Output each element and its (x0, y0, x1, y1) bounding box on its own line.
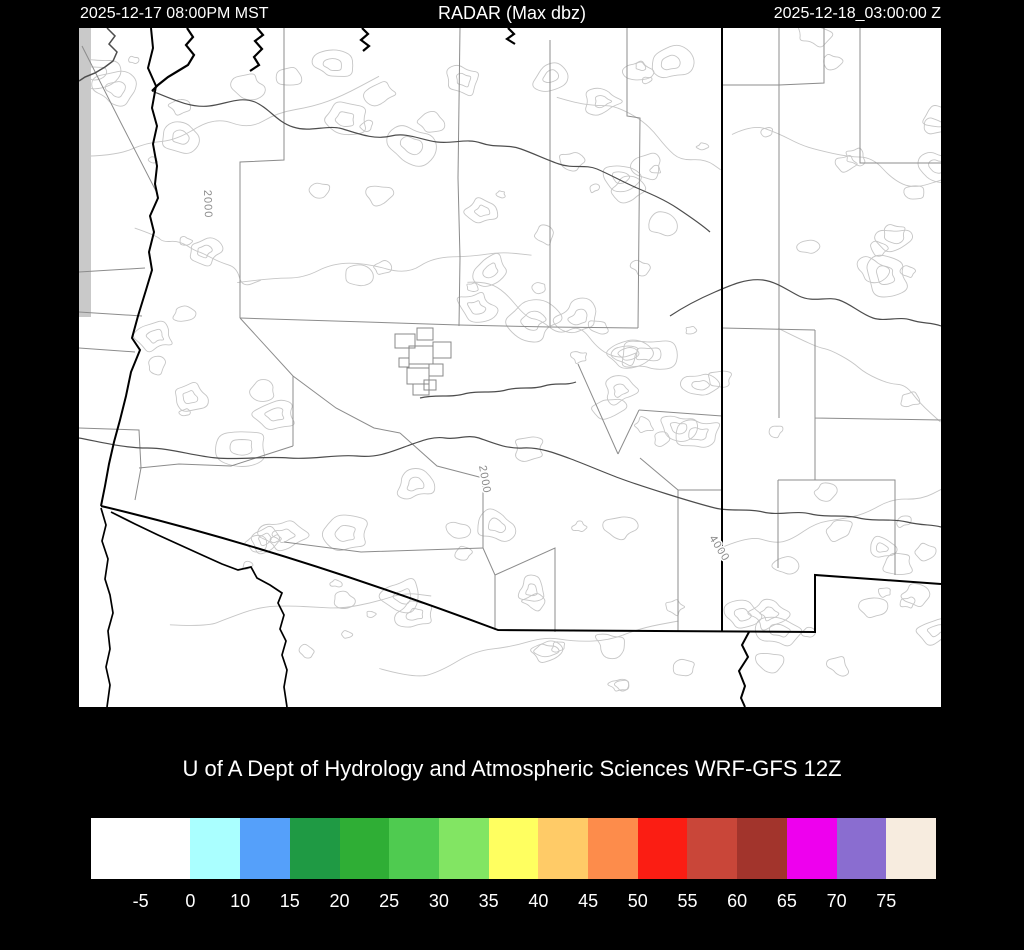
contour-line (859, 598, 888, 618)
contour-line (330, 580, 342, 587)
colorbar-tick-label: -5 (132, 891, 149, 911)
contour-line (772, 557, 799, 575)
contour-line (871, 241, 889, 256)
rivers (79, 28, 941, 527)
contour-line (595, 634, 624, 659)
contour-line (309, 183, 330, 198)
contour-line (572, 521, 587, 532)
contour-line (826, 520, 852, 541)
contour-line (614, 384, 629, 397)
contour-line (755, 653, 783, 673)
contour-line (312, 50, 353, 76)
colorbar-segment (787, 818, 837, 879)
contour-line (276, 67, 302, 85)
contour-line (79, 76, 379, 156)
contour-line (680, 374, 719, 395)
colorbar-tick-label: 25 (379, 891, 400, 911)
contour-line (231, 74, 266, 100)
contour-line (173, 130, 190, 144)
contour-line (183, 391, 198, 404)
colorbar-tick-label: 75 (876, 891, 897, 911)
contour-label-2000-center: 2000 (476, 464, 493, 495)
contour-line (876, 543, 888, 552)
contour-line (666, 600, 685, 616)
contour-line (557, 97, 721, 170)
contour-line (871, 536, 897, 557)
contour-label-4000-se: 4000 (706, 533, 732, 564)
contour-line (586, 88, 623, 115)
contour-line (457, 73, 471, 87)
contour-line (835, 155, 857, 172)
river-squiggle-3 (507, 28, 515, 44)
colorbar-segment (439, 818, 489, 879)
colorbar-tick-label: 10 (230, 891, 251, 911)
contour-line (467, 282, 636, 357)
colorbar-tick-label: 0 (185, 891, 196, 911)
contour-line (175, 382, 208, 411)
contour-line (335, 525, 355, 541)
contour-line (299, 644, 314, 658)
contour-line (387, 126, 437, 167)
contour-line (534, 644, 559, 657)
contour-line (105, 82, 125, 98)
contour-line (379, 579, 418, 613)
contour-line (417, 111, 445, 132)
contour-line (915, 543, 936, 561)
colorbar-tick-label: 20 (329, 891, 350, 911)
dbz-colorbar-scale (91, 891, 936, 913)
contour-line (395, 601, 432, 627)
colorbar-tick-label: 70 (826, 891, 847, 911)
river-squiggle-2 (361, 28, 369, 51)
contour-line (173, 306, 196, 321)
colorbar-segment (290, 818, 340, 879)
contour-line (265, 408, 284, 421)
contour-line (335, 112, 353, 127)
valid-time-utc: 2025-12-18_03:00:00 Z (773, 5, 941, 22)
contour-line (760, 607, 779, 621)
contour-line (692, 381, 710, 390)
contour-line (607, 340, 654, 368)
phoenix-city-outlines (395, 328, 451, 395)
colorbar-tick-label: 35 (478, 891, 499, 911)
contour-line (496, 191, 505, 198)
contour-line (364, 82, 396, 106)
contour-line (467, 283, 478, 292)
contour-line (696, 143, 709, 150)
colorbar-segment (389, 818, 439, 879)
colorbar-segment (538, 818, 588, 879)
contour-line (457, 292, 498, 322)
caption: U of A Dept of Hydrology and Atmospheric Sciences WRF-GFS 12Z (182, 756, 842, 781)
domain-edge-strip (79, 28, 91, 317)
radar-map-panel (79, 28, 941, 707)
contour-line (474, 205, 489, 216)
contour-line (180, 236, 193, 245)
product-title: RADAR (Max dbz) (437, 3, 587, 23)
contour-line (769, 426, 783, 438)
colorbar-segment (489, 818, 539, 879)
colorbar-segment (91, 818, 141, 879)
contour-line (464, 198, 498, 223)
colorbar-segment (737, 818, 787, 879)
contour-line (686, 326, 697, 333)
contour-line (571, 352, 587, 364)
colorbar-tick-label: 60 (727, 891, 748, 911)
contour-line (406, 608, 423, 620)
contour-line (323, 59, 341, 71)
contour-line (798, 28, 832, 47)
contour-line (927, 625, 941, 637)
contour-line (407, 477, 424, 491)
contour-line (532, 283, 545, 294)
contour-line (518, 575, 544, 601)
contour-line (655, 432, 670, 447)
contour-line (901, 584, 930, 607)
contour-line (826, 657, 848, 677)
contour-line (483, 263, 498, 278)
contour-line (489, 518, 506, 533)
contour-line (883, 553, 912, 574)
colorbar-segment (638, 818, 688, 879)
contour-line (603, 517, 638, 540)
contour-line (923, 106, 941, 127)
contour-line (904, 186, 924, 199)
colorbar-segment (190, 818, 240, 879)
contour-line (366, 186, 394, 206)
contour-line (252, 400, 294, 429)
contour-line (360, 120, 373, 131)
colorbar-segment (886, 818, 936, 879)
contour-line (814, 483, 837, 501)
contour-line (642, 77, 652, 84)
contour-line (198, 245, 213, 258)
contour-line (467, 301, 485, 314)
contour-line (929, 160, 941, 173)
contour-line (149, 356, 166, 375)
colorbar-tick-label: 40 (528, 891, 549, 911)
colorbar-segment (240, 818, 290, 879)
arizona-map (79, 28, 941, 707)
contour-line (797, 240, 820, 253)
contour-line (824, 54, 843, 69)
contour-line (170, 594, 431, 626)
contour-label-group (201, 190, 732, 564)
contour-line (652, 45, 694, 77)
contour-line (346, 265, 374, 286)
colorbar-segment (141, 818, 191, 879)
contour-line (857, 257, 889, 283)
contour-line (367, 611, 376, 617)
colorado-river-upper (152, 28, 194, 91)
contour-line (446, 522, 471, 538)
contour-line (778, 328, 940, 422)
contour-line (230, 440, 252, 456)
contour-line (634, 417, 653, 433)
contour-line (334, 591, 355, 608)
contour-line (876, 266, 894, 285)
contour-line (522, 594, 545, 611)
contour-line (630, 153, 660, 179)
colorbar-tick-label: 65 (776, 891, 797, 911)
contour-line (163, 122, 200, 154)
baja-coastline (101, 508, 113, 707)
contour-line (568, 309, 587, 325)
contour-line (129, 56, 139, 63)
contour-label-2000-nw: 2000 (201, 189, 214, 219)
colorbar-segment (588, 818, 638, 879)
river-squiggle-1 (250, 28, 263, 71)
elevation-contours (79, 28, 941, 691)
contour-line (649, 212, 678, 236)
contour-line (560, 153, 585, 172)
colorbar-tick-label: 15 (279, 891, 300, 911)
contour-line (473, 253, 507, 286)
contour-line (878, 588, 890, 597)
colorbar-tick-label: 55 (677, 891, 698, 911)
contour-line (322, 515, 367, 550)
colorbar-segment (687, 818, 737, 879)
colorbar-tick-label: 45 (578, 891, 599, 911)
contour-line (543, 70, 559, 83)
contour-line (875, 230, 913, 252)
colorbar-segment (340, 818, 390, 879)
contour-line (342, 631, 353, 639)
contour-line (534, 225, 553, 245)
contour-line (397, 468, 434, 498)
dbz-colorbar (91, 818, 936, 879)
contour-line (258, 521, 309, 551)
contour-line (190, 238, 223, 266)
colorbar-segment (837, 818, 887, 879)
contour-line (590, 184, 599, 193)
contour-line (216, 432, 265, 467)
sonora-coastline (111, 512, 287, 707)
colorbar-tick-label: 50 (627, 891, 648, 911)
bootheel-edge (739, 632, 749, 707)
contour-line (146, 329, 163, 343)
contour-line (673, 659, 694, 675)
valid-time-local: 2025-12-17 08:00PM MST (80, 5, 269, 22)
colorbar-tick-label: 30 (428, 891, 449, 911)
contour-line (447, 65, 479, 95)
contour-line (670, 423, 687, 434)
contour-line (400, 136, 422, 154)
contour-line (630, 260, 650, 276)
contour-line (884, 225, 905, 244)
contour-line (250, 380, 274, 402)
contour-line (661, 55, 680, 70)
contour-line (636, 348, 661, 361)
